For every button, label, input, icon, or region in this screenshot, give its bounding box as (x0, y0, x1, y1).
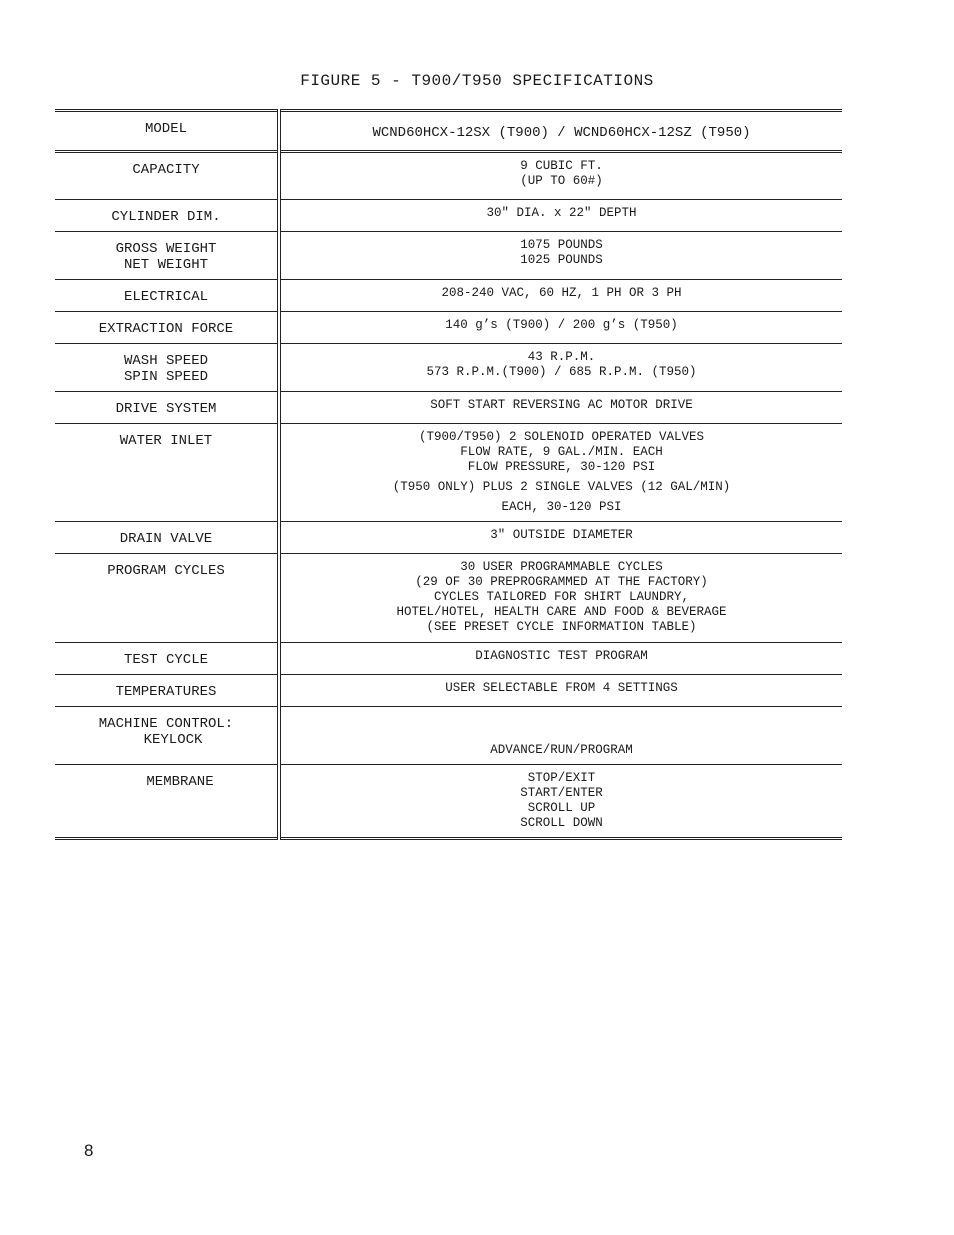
table-row-temperatures (55, 675, 842, 707)
row-value (279, 522, 842, 554)
value-line: 573 R.P.M.(T900) / 685 R.P.M. (T950) (426, 365, 697, 379)
label-line: TEMPERATURES (115, 684, 217, 700)
row-value (279, 232, 842, 280)
row-label (55, 554, 279, 643)
value-line: USER SELECTABLE FROM 4 SETTINGS (445, 681, 678, 695)
row-value (279, 392, 842, 424)
table-row-weight (55, 232, 842, 280)
row-label (55, 424, 279, 522)
value-line: STOP/EXIT (527, 771, 596, 785)
table-row-membrane (55, 765, 842, 839)
label-line: WASH SPEED (123, 353, 208, 369)
value-line: 3" OUTSIDE DIAMETER (490, 528, 633, 542)
table-row-speed (55, 344, 842, 392)
label-line: SPIN SPEED (123, 369, 208, 385)
table-row-extraction-force (55, 312, 842, 344)
value-line: SCROLL UP (527, 801, 596, 815)
value-line: (T900/T950) 2 SOLENOID OPERATED VALVES (418, 430, 705, 444)
value-line: ADVANCE/RUN/PROGRAM (490, 743, 633, 757)
row-value (279, 312, 842, 344)
value-line: SCROLL DOWN (520, 816, 603, 830)
label-line: TEST CYCLE (123, 652, 208, 668)
value-line: WCND60HCX-12SX (T900) / WCND60HCX-12SZ (T950) (372, 125, 751, 141)
table-row-drive-system (55, 392, 842, 424)
row-value (279, 707, 842, 765)
value-line: (29 OF 30 PREPROGRAMMED AT THE FACTORY) (415, 575, 708, 589)
row-label (55, 675, 279, 707)
value-line: (UP TO 60#) (520, 174, 603, 188)
value-line: SOFT START REVERSING AC MOTOR DRIVE (430, 398, 693, 412)
table-row-electrical (55, 280, 842, 312)
row-label (55, 312, 279, 344)
row-label (55, 522, 279, 554)
value-line: 1025 POUNDS (520, 253, 603, 267)
row-label (55, 392, 279, 424)
figure-title: FIGURE 5 - T900/T950 SPECIFICATIONS (300, 72, 654, 90)
value-line: HOTEL/HOTEL, HEALTH CARE AND FOOD & BEVERAGE (396, 605, 727, 619)
row-value (279, 344, 842, 392)
label-line: EXTRACTION FORCE (98, 321, 234, 337)
value-line: FLOW RATE, 9 GAL./MIN. EACH (460, 445, 663, 459)
row-label (55, 707, 279, 765)
value-line: 30" DIA. x 22" DEPTH (486, 206, 637, 220)
label-line: GROSS WEIGHT (115, 241, 217, 257)
value-line: DIAGNOSTIC TEST PROGRAM (475, 649, 648, 663)
row-label (55, 152, 279, 200)
value-line: CYCLES TAILORED FOR SHIRT LAUNDRY, (433, 590, 690, 604)
row-label (55, 765, 279, 839)
value-line: 43 R.P.M. (527, 350, 596, 364)
label-line: NET WEIGHT (123, 257, 208, 273)
row-value (279, 152, 842, 200)
row-label (55, 344, 279, 392)
row-label (55, 111, 279, 152)
page-number: 8 (84, 1141, 94, 1160)
row-label (55, 232, 279, 280)
label-line: DRIVE SYSTEM (115, 401, 217, 417)
table-row-drain-valve (55, 522, 842, 554)
table-row-capacity (55, 152, 842, 200)
table-row-program-cycles (55, 554, 842, 643)
row-value (279, 200, 842, 232)
row-value (279, 675, 842, 707)
value-line: START/ENTER (520, 786, 603, 800)
row-label (55, 643, 279, 675)
label-line: CYLINDER DIM. (111, 209, 221, 225)
value-line: 208-240 VAC, 60 HZ, 1 PH OR 3 PH (441, 286, 682, 300)
value-line: (SEE PRESET CYCLE INFORMATION TABLE) (426, 620, 697, 634)
label-line: CAPACITY (132, 162, 200, 178)
table-row-cylinder-dim (55, 200, 842, 232)
row-label (55, 200, 279, 232)
label-line: WATER INLET (119, 433, 213, 449)
value-line: 30 USER PROGRAMMABLE CYCLES (460, 560, 663, 574)
row-value (279, 111, 842, 152)
table-row-model (55, 111, 842, 152)
specifications-table (55, 109, 842, 840)
value-line: (T950 ONLY) PLUS 2 SINGLE VALVES (12 GAL/MIN) (392, 480, 731, 494)
table-row-water-inlet (55, 424, 842, 522)
label-line: KEYLOCK (143, 732, 203, 748)
row-value (279, 424, 842, 522)
label-line: MACHINE CONTROL: (98, 716, 234, 732)
label-line: MODEL (144, 121, 187, 137)
label-line: DRAIN VALVE (119, 531, 213, 547)
value-line: 9 CUBIC FT. (520, 159, 603, 173)
row-value (279, 280, 842, 312)
row-value (279, 643, 842, 675)
row-label (55, 280, 279, 312)
value-line: EACH, 30-120 PSI (501, 500, 622, 514)
table-row-test-cycle (55, 643, 842, 675)
value-line: 140 g’s (T900) / 200 g’s (T950) (445, 318, 678, 332)
label-line: PROGRAM CYCLES (107, 563, 225, 579)
table-row-machine-control (55, 707, 842, 765)
row-value (279, 765, 842, 839)
value-line: 1075 POUNDS (520, 238, 603, 252)
row-value (279, 554, 842, 643)
value-line: FLOW PRESSURE, 30-120 PSI (467, 460, 656, 474)
label-line: ELECTRICAL (123, 289, 208, 305)
label-line: MEMBRANE (146, 774, 214, 790)
